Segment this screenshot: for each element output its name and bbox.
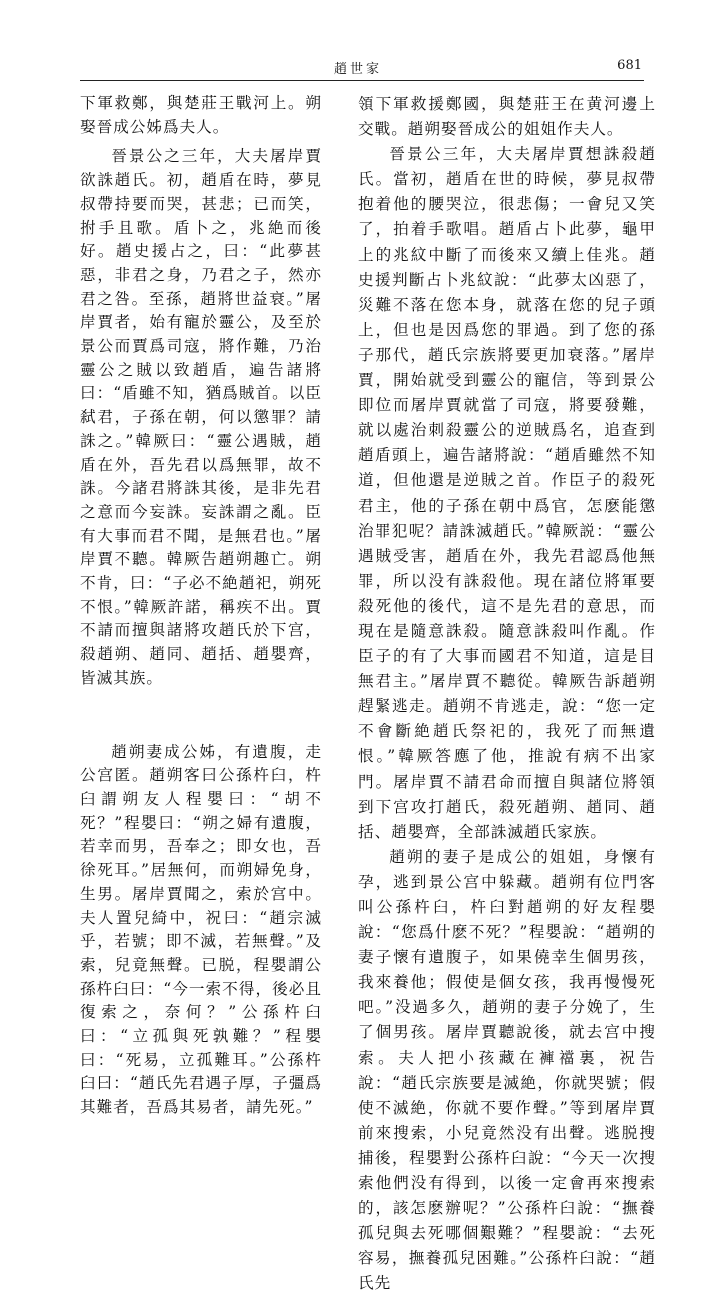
page-header — [0, 0, 716, 84]
classical-text-column — [80, 92, 322, 1120]
classical-paragraph-2: 晉景公之三年，大夫屠岸賈欲誅趙氏。初，趙盾在時，夢見叔帶持要而哭，甚悲；已而笑，拊手且歌。盾卜之，兆絶而後好。趙史援占之，曰：“此夢甚惡，非君之身，乃君之子，然亦君之咎。至孫，趙將世益衰。”屠岸賈者，始有寵於靈公，及至於景公而賈爲司寇，將作難，乃治靈公之賊以致趙盾，遍告諸將曰：“盾雖不知，猶爲賊首。以臣弑君，子孫在朝，何以懲罪？請誅之。”韓厥曰：“靈公遇賊，趙盾在外，吾先君以爲無罪，故不誅。今諸君將誅其後，是非先君之意而今妄誅。妄誅謂之亂。臣有大事而君不聞，是無君也。”屠岸賈不聽。韓厥告趙朔趣亡。朔不肯，曰：“子必不絶趙祀，朔死不恨。”韓厥許諾，稱疾不出。賈不請而擅與諸將攻趙氏於下宫，殺趙朔、趙同、趙括、趙嬰齊，皆滅其族。 — [80, 147, 322, 687]
classical-paragraph-1: 下軍救鄭，與楚莊王戰河上。朔娶晉成公姊爲夫人。 — [80, 94, 322, 136]
running-title: 趙世家 — [333, 62, 382, 77]
classical-paragraph-3: 趙朔妻成公姊，有遺腹，走公宫匿。趙朔客曰公孫杵臼，杵臼謂朔友人程嬰曰：“胡不死？”程嬰曰：“朔之婦有遺腹，若幸而男，吾奉之；即女也，吾徐死耳。”居無何，而朔婦免身，生男。屠岸賈聞之，索於宫中。夫人置兒綺中，祝曰：“趙宗滅乎，若號；即不滅，若無聲。”及索，兒竟無聲。已脱，程嬰謂公孫杵臼曰：“今一索不得，後必且復索之，奈何？”公孫杵臼曰：“立孤與死孰難？”程嬰曰：“死易，立孤難耳。”公孫杵臼曰：“趙氏先君遇子厚，子彊爲其難者，吾爲其易者，請先死。” — [80, 742, 322, 1117]
translation-paragraph-2: 晉景公三年，大夫屠岸賈想誅殺趙氏。當初，趙盾在世的時候，夢見叔帶抱着他的腰哭泣，很悲傷；一會兒又笑了，拍着手歌唱。趙盾占卜此夢，龜甲上的兆紋中斷了而後來又續上佳兆。趙史援判斷占卜兆紋說：“此夢太凶惡了，災難不落在您本身，就落在您的兒子頭上，但也是因爲您的罪過。到了您的孫子那代，趙氏宗族將要更加衰落。”屠岸賈，開始就受到靈公的寵信，等到景公即位而屠岸賈就當了司寇，將要發難，就以處治刺殺靈公的逆賊爲名，追查到趙盾頭上，遍告諸將說：“趙盾雖然不知道，但他還是逆賊之首。作臣子的殺死君主，他的子孫在朝中爲官，怎麽能懲治罪犯呢？請誅滅趙氏。”韓厥説：“靈公遇賊受害，趙盾在外，我先君認爲他無罪，所以没有誅殺他。現在諸位將軍要殺死他的後代，這不是先君的意思，而現在是隨意誅殺。隨意誅殺叫作亂。作臣子的有了大事而國君不知道，這是目無君主。”屠岸賈不聽從。韓厥告訴趙朔趕緊逃走。趙朔不肯逃走，說：“您一定不會斷絶趙氏祭祀的，我死了而無遺恨。”韓厥答應了他，推說有病不出家門。屠岸賈不請君命而擅自與諸位將領到下宫攻打趙氏，殺死趙朔、趙同、趙括、趙嬰齊，全部誅滅趙氏家族。 — [358, 145, 656, 841]
page-number: 681 — [617, 58, 642, 73]
header-rule — [80, 80, 644, 81]
translation-column — [358, 92, 656, 1297]
translation-paragraph-3: 趙朔的妻子是成公的姐姐，身懷有孕，逃到景公宫中躲藏。趙朔有位門客叫公孫杵臼，杵臼對趙朔的好友程嬰說：“您爲什麽不死？”程嬰說：“趙朔的妻子懷有遺腹子，如果僥幸生個男孩，我來養他；假使是個女孩，我再慢慢死吧。”没過多久，趙朔的妻子分娩了，生了個男孩。屠岸賈聽說後，就去宫中搜索。夫人把小孩藏在褲襠裏，祝告說：“趙氏宗族要是滅絶，你就哭號；假使不滅絶，你就不要作聲。”等到屠岸賈前來搜索，小兒竟然没有出聲。逃脱搜捕後，程嬰對公孫杵臼說：“今天一次搜索他們没有得到，以後一定會再來搜索的，該怎麽辦呢？”公孫杵臼說：“撫養孤兒與去死哪個艱難？”程嬰說：“去死容易，撫養孤兒困難。”公孫杵臼說：“趙氏先 — [358, 847, 656, 1293]
translation-paragraph-1: 領下軍救援鄭國，與楚莊王在黄河邊上交戰。趙朔娶晉成公的姐姐作夫人。 — [358, 95, 656, 139]
